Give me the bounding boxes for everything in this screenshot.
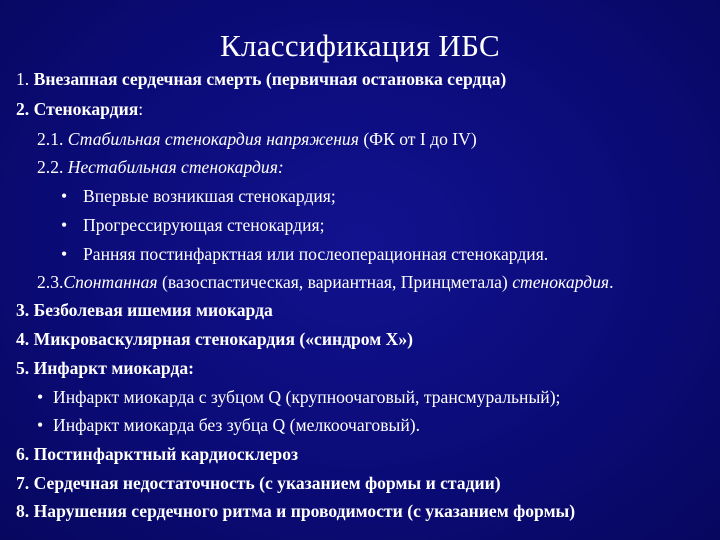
item-2-3-middle: (вазоспастическая, вариантная, Принцметала) bbox=[157, 272, 513, 292]
bullet-icon: • bbox=[61, 215, 68, 235]
item-2-1-number: 2.1. bbox=[37, 129, 68, 149]
item-1-text: Внезапная сердечная смерть (первичная остановка сердца) bbox=[29, 69, 507, 89]
item-2-3-number: 2.3. bbox=[37, 272, 64, 292]
slide-title: Классификация ИБС bbox=[220, 28, 500, 63]
item-2-1 bbox=[37, 128, 477, 150]
item-2-2-italic: Нестабильная стенокардия: bbox=[67, 157, 284, 177]
item-2-text: 2. Стенокардия bbox=[16, 99, 139, 119]
item-2-3-end: . bbox=[609, 272, 614, 292]
item-1-number: 1. bbox=[16, 69, 30, 89]
item-2-3 bbox=[37, 271, 614, 293]
bullet-item-3 bbox=[61, 243, 548, 265]
item-2-1-rest: (ФК от I до IV) bbox=[358, 129, 477, 149]
bullet-item-1-text: Впервые возникшая стенокардия; bbox=[83, 186, 336, 206]
item-5-a bbox=[37, 386, 560, 408]
item-2 bbox=[16, 98, 143, 120]
bullet-icon: • bbox=[37, 415, 44, 435]
item-5: 5. Инфаркт миокарда: bbox=[16, 358, 195, 378]
item-2-colon: : bbox=[138, 99, 144, 119]
item-5-a-text: Инфаркт миокарда с зубцом Q (крупноочаговый, трансмуральный); bbox=[53, 387, 561, 407]
bullet-icon: • bbox=[61, 186, 68, 206]
item-4: 4. Микроваскулярная стенокардия («синдром Х») bbox=[16, 329, 413, 349]
item-2-3-italic-1: Спонтанная bbox=[63, 272, 158, 292]
item-6: 6. Постинфарктный кардиосклероз bbox=[16, 444, 299, 464]
bullet-item-3-text: Ранняя постинфарктная или послеоперационная стенокардия. bbox=[83, 244, 549, 264]
bullet-item-2 bbox=[61, 214, 324, 236]
item-1 bbox=[16, 68, 506, 90]
item-8: 8. Нарушения сердечного ритма и проводимости (с указанием формы) bbox=[16, 501, 576, 521]
bullet-item-2-text: Прогрессирующая стенокардия; bbox=[83, 215, 325, 235]
bullet-icon: • bbox=[37, 387, 44, 407]
item-7: 7. Сердечная недостаточность (с указанием формы и стадии) bbox=[16, 473, 501, 493]
item-2-2-number: 2.2. bbox=[37, 157, 68, 177]
bullet-item-1 bbox=[61, 185, 336, 207]
item-2-2 bbox=[37, 156, 284, 178]
item-2-3-italic-2: стенокардия bbox=[512, 272, 610, 292]
item-2-1-italic: Стабильная стенокардия напряжения bbox=[67, 129, 359, 149]
item-3: 3. Безболевая ишемия миокарда bbox=[16, 300, 273, 320]
item-5-b-text: Инфаркт миокарда без зубца Q (мелкоочаговый). bbox=[53, 415, 421, 435]
item-5-b bbox=[37, 414, 420, 436]
bullet-icon: • bbox=[61, 244, 68, 264]
